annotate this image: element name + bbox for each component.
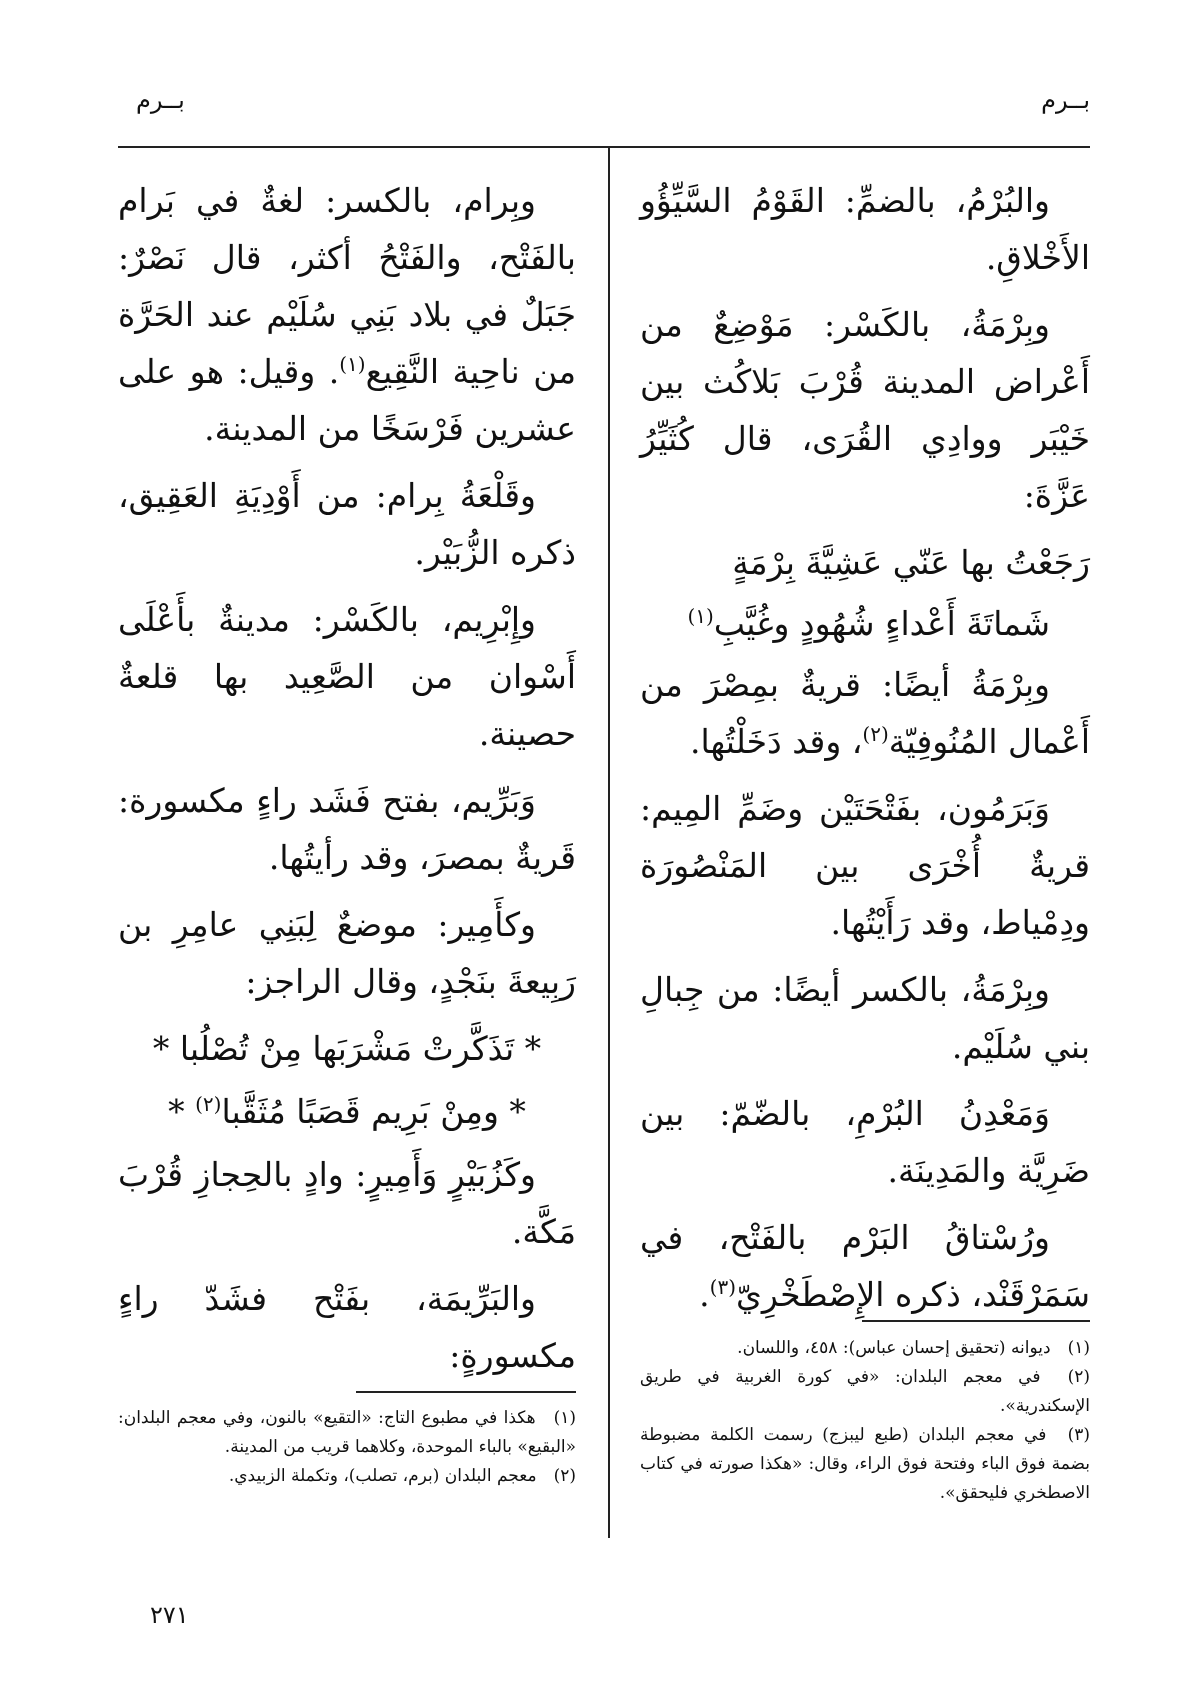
footnote-marker: (٢) bbox=[862, 722, 889, 746]
footnote: (٢) معجم البلدان (برم، تصلب)، وتكملة الزبيدي. bbox=[228, 1466, 576, 1486]
header-right: بــرم bbox=[1041, 86, 1090, 114]
header-left: بــرم bbox=[136, 86, 185, 114]
footnote: (١) هكذا في مطبوع التاج: «التقيع» بالنون، وفي معجم البلدان: «البقيع» بالباء الموحدة، وكلاهما قريب من المدينة. bbox=[118, 1408, 576, 1457]
paragraph: والبَرِّيمَة، بفَتْح فشَدّ راءٍ مكسورةٍ: bbox=[118, 1279, 576, 1375]
footnote-marker: (٢) bbox=[195, 1092, 222, 1116]
column-divider bbox=[608, 148, 610, 1538]
footnote-marker: (١) bbox=[687, 604, 714, 628]
footnote-rule-right bbox=[862, 1320, 1090, 1322]
verse-line: * ومِنْ بَرِيم قَصَبًا مُثَقَّبا$^{(٢)}$ * bbox=[168, 1092, 526, 1131]
paragraph: وإِبْرِيم، بالكَسْر: مدينةٌ بأَعْلَى أَسْوان من الصَّعِيد بها قلعةٌ حصينة. bbox=[118, 600, 576, 753]
verse-line: شَماتَةَ أَعْداءٍ شُهُودٍ وغُيَّبِ$^{(١)}$ bbox=[687, 604, 1050, 643]
footnote-marker: (١) bbox=[339, 352, 366, 376]
verse-line: * تَذَكَّرتْ مَشْرَبَها مِنْ تُصْلُبا * bbox=[152, 1029, 542, 1068]
paragraph: وقَلْعَةُ بِرام: من أَوْدِيَةِ العَقِيق، ذكره الزُّبَيْر. bbox=[118, 476, 576, 572]
verse-line: رَجَعْتُ بها عَنّي عَشِيَّةَ بِرْمَةٍ bbox=[732, 543, 1090, 582]
header-rule bbox=[118, 146, 1090, 148]
paragraph: وبِرْمَةُ، بالكسر أيضًا: من جِبالِ بني سُلَيْم. bbox=[640, 970, 1090, 1066]
paragraph: وبِرام، بالكسر: لغةٌ في بَرام بالفَتْح، والفَتْحُ أكثر، قال نَصْرٌ: جَبَلٌ في بلاد بَنِي سُلَيْم عند الحَرَّة من ناحِية النَّقِيع$^{(١)}$. وقيل: هو على عشرين فَرْسَخًا من المدينة. bbox=[118, 181, 576, 448]
left-column bbox=[118, 172, 576, 1394]
footnote: (١) ديوانه (تحقيق إحسان عباس): ٤٥٨، واللسان. bbox=[737, 1338, 1090, 1358]
page-number: ٢٧١ bbox=[150, 1601, 189, 1629]
paragraph: وَبَرَمُون، بفَتْحَتَيْن وضَمِّ المِيم: قريةٌ أُخْرَى بين المَنْصُورَة ودِمْياط، وقد رَأَيْتُها. bbox=[640, 789, 1090, 942]
paragraph: وَمَعْدِنُ البُرْمِ، بالضّمّ: بين ضَرِيَّة والمَدِينَة. bbox=[640, 1094, 1090, 1190]
footnote-marker: (٣) bbox=[709, 1275, 737, 1299]
footnotes-right bbox=[640, 1334, 1090, 1508]
footnote: (٢) في معجم البلدان: «في كورة الغربية في طريق الإسكندرية». bbox=[640, 1367, 1091, 1416]
running-header bbox=[118, 82, 1090, 122]
paragraph: وَبَرِّيم، بفتح فَشَد راءٍ مكسورة: قَريةٌ بمصرَ، وقد رأيتُها. bbox=[118, 781, 576, 877]
paragraph: وكَزُبَيْرٍ وَأَمِيرٍ: وادٍ بالحِجازِ قُرْبَ مَكَّة. bbox=[118, 1155, 576, 1251]
paragraph: ورُسْتاقُ البَرْم بالفَتْح، في سَمَرْقَنْد، ذكره الإِصْطَخْرِيّ$^{(٣)}$. bbox=[640, 1218, 1090, 1314]
paragraph: وبِرْمَةُ، بالكَسْر: مَوْضِعٌ من أَعْراض المدينة قُرْبَ بَلاكُث بين خَيْبَر ووادِي القُرَى، قال كُثَيِّرُ عَزَّةَ: bbox=[640, 305, 1090, 515]
footnote: (٣) في معجم البلدان (طبع ليبزج) رسمت الكلمة مضبوطة بضمة فوق الباء وفتحة فوق الراء، وقال: «هكذا صورته في كتاب الاصطخري فليحقق». bbox=[640, 1425, 1091, 1503]
right-column bbox=[640, 172, 1090, 1333]
paragraph: وبِرْمَةُ أيضًا: قريةٌ بمِصْرَ من أَعْمال المُنُوفِيّة$^{(٢)}$، وقد دَخَلْتُها. bbox=[640, 665, 1090, 761]
footnotes-left bbox=[118, 1404, 576, 1491]
footnote-rule-left bbox=[356, 1391, 576, 1393]
paragraph: وكأَمِير: موضعٌ لِبَنِي عامِرِ بن رَبِيعةَ بنَجْدٍ، وقال الراجز: bbox=[118, 905, 576, 1001]
paragraph: والبُرْمُ، بالضمِّ: القَوْمُ السَّيِّؤُو الأَخْلاقِ. bbox=[640, 181, 1090, 277]
